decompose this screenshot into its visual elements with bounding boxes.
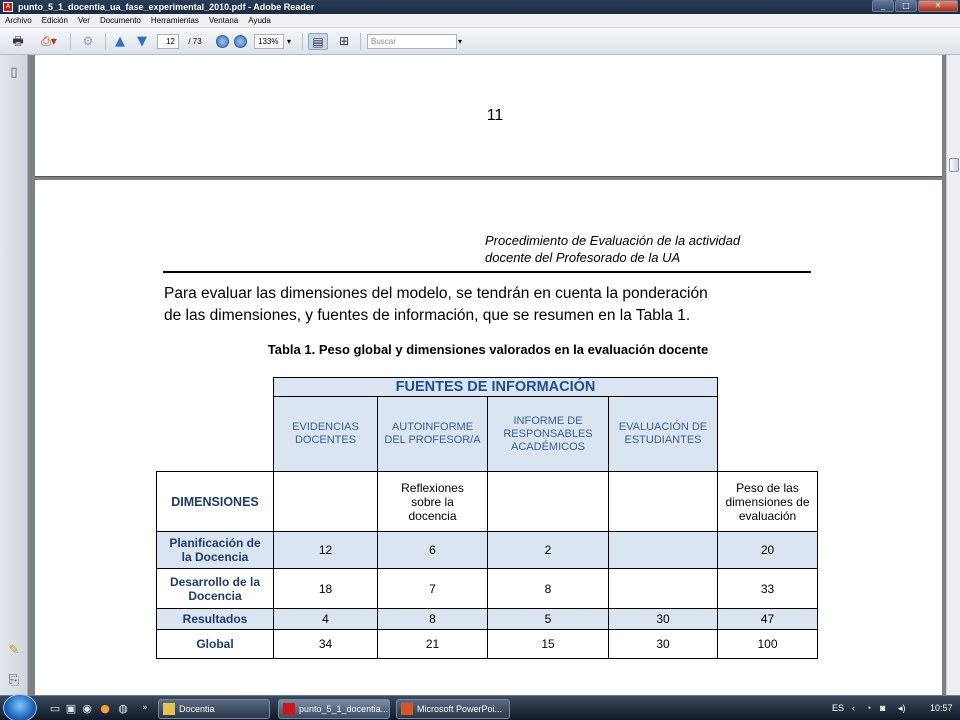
minimize-button[interactable]: _ [872,0,894,12]
header-rule [163,271,811,273]
table-main-header: FUENTES DE INFORMACIÓN [273,377,718,397]
table-cell: 20 [717,531,818,569]
table-cell: 15 [487,629,609,659]
window-controls [872,0,958,13]
zoom-out-icon[interactable] [216,35,229,48]
header-line: Procedimiento de Evaluación de la actividad [485,233,741,248]
navigation-panel [0,55,28,695]
table-cell [608,531,718,569]
volume-icon[interactable]: ◂) [898,703,906,713]
language-indicator[interactable]: ES [832,703,845,713]
peso-header: Peso de las dimensiones de evaluación [717,471,818,532]
clock[interactable]: 10:57 [930,703,953,713]
firefox-icon[interactable]: ● [100,702,110,715]
window-title: punto_5_1_docentia_ua_fase_experimental_2010.pdf - Adobe Reader [18,2,315,12]
zoom-dropdown-icon[interactable]: ▾ [286,37,291,46]
row-label-desarrollo: Desarrollo de la Docencia [156,568,274,609]
table-cell: 12 [273,531,378,569]
close-button[interactable]: ✕ [918,0,958,12]
task-label: Microsoft PowerPoi... [417,704,503,714]
menu-ver[interactable]: Ver [77,16,90,25]
show-desktop-icon[interactable]: ▭ [49,702,61,715]
table-cell: 4 [273,608,378,630]
search-dropdown-icon[interactable]: ▾ [457,37,462,46]
paragraph-line: de las dimensiones, y fuentes de información, que se resumen en la Tabla 1. [164,307,691,324]
network-icon[interactable]: ◔ [866,703,872,713]
media-icon[interactable]: ◉ [82,702,92,715]
reflexiones-cell: Reflexiones sobre la docencia [377,471,488,532]
collaborate-icon[interactable]: ⚙ [82,34,94,48]
dimensions-header: DIMENSIONES [156,471,274,532]
adobe-reader-icon: A [3,2,13,12]
maximize-button[interactable]: □ [895,0,917,12]
toolbar-separator [70,33,71,50]
header-evaluacion-estudiantes: EVALUACIÓN DE ESTUDIANTES [608,396,718,472]
table-cell: 30 [608,608,718,630]
pdf-page-previous [35,55,942,177]
tray-app-icon[interactable]: ◙ [880,703,886,713]
fit-width-icon[interactable]: ▤ [308,33,328,50]
folder-icon [163,703,175,715]
app-icon[interactable]: ◍ [118,702,128,715]
scrollbar-thumb[interactable] [949,158,959,172]
table-cell [608,471,718,532]
table-cell: 6 [377,531,488,569]
table-cell [487,471,609,532]
header-evidencias: EVIDENCIAS DOCENTES [273,396,378,472]
table-cell: 2 [487,531,609,569]
menu-bar [0,14,960,28]
menu-edicion[interactable]: Edición [41,16,68,25]
pdf-icon [283,703,295,715]
page-number-input[interactable]: 12 [157,34,179,49]
row-label-global: Global [156,629,274,659]
zoom-in-icon[interactable] [234,35,247,48]
table-cell: 21 [377,629,488,659]
pdf-page-current [35,180,942,695]
quick-launch-expand-icon[interactable]: » [142,703,148,713]
page-number: 11 [486,107,504,124]
title-bar [0,0,960,14]
search-input[interactable]: Buscar [367,34,457,49]
vertical-scrollbar[interactable] [946,55,960,695]
table-cell: 100 [717,629,818,659]
menu-documento[interactable]: Documento [99,16,141,25]
fit-page-icon[interactable]: ⊞ [338,34,350,48]
row-label-planificacion: Planificación de la Docencia [156,531,274,569]
taskbar [0,695,960,720]
tray-expand-icon[interactable]: ‹ [852,703,855,713]
paragraph-line: Para evaluar las dimensiones del modelo, se tendrán en cuenta la ponderación [164,285,708,302]
menu-herramientas[interactable]: Herramientas [150,16,199,25]
header-informe-responsables: INFORME DE RESPONSABLES ACADÉMICOS [487,396,609,472]
body-paragraph [164,283,834,327]
table-cell: 18 [273,568,378,609]
task-label: punto_5_1_docentia... [299,704,389,714]
table-cell: 30 [608,629,718,659]
table-cell: 7 [377,568,488,609]
menu-ayuda[interactable]: Ayuda [248,16,271,25]
attachments-icon[interactable]: ⎘ [8,673,20,688]
print-icon[interactable]: 🖶 [12,34,24,48]
row-label-resultados: Resultados [156,608,274,630]
header-line: docente del Profesorado de la UA [485,250,681,265]
toolbar-separator [105,33,106,50]
table-cell: 8 [487,568,609,609]
document-header [485,232,805,266]
task-label: Docentia [179,704,215,714]
header-autoinforme: AUTOINFORME DEL PROFESOR/A [377,396,488,472]
table-cell: 5 [487,608,609,630]
powerpoint-icon [401,703,413,715]
zoom-level-select[interactable]: 133% [254,34,284,49]
create-pdf-icon[interactable]: ⎙▾ [41,34,57,48]
toolbar-separator [360,33,361,50]
page-total: / 73 [188,37,202,46]
pages-icon[interactable]: ▯ [10,65,18,80]
taskbar-item-docentia[interactable] [158,699,270,719]
previous-page-icon[interactable]: ▲ [115,34,125,49]
explorer-icon[interactable]: ▣ [65,702,77,715]
comments-icon[interactable]: ✎ [8,643,20,658]
table-cell: 8 [377,608,488,630]
menu-ventana[interactable]: Ventana [208,16,239,25]
toolbar [0,28,960,55]
start-button[interactable] [3,694,37,720]
taskbar-item-powerpoint[interactable] [396,699,510,719]
table-cell: 33 [717,568,818,609]
document-view[interactable] [28,55,946,695]
table-cell [273,471,378,532]
taskbar-item-adobe-reader[interactable] [278,699,390,719]
table-cell [608,568,718,609]
table-cell: 47 [717,608,818,630]
table-caption: Tabla 1. Peso global y dimensiones valorados en la evaluación docente [267,342,709,357]
table-cell: 34 [273,629,378,659]
next-page-icon[interactable]: ▼ [137,34,147,49]
toolbar-separator [302,33,303,50]
menu-archivo[interactable]: Archivo [5,16,32,25]
